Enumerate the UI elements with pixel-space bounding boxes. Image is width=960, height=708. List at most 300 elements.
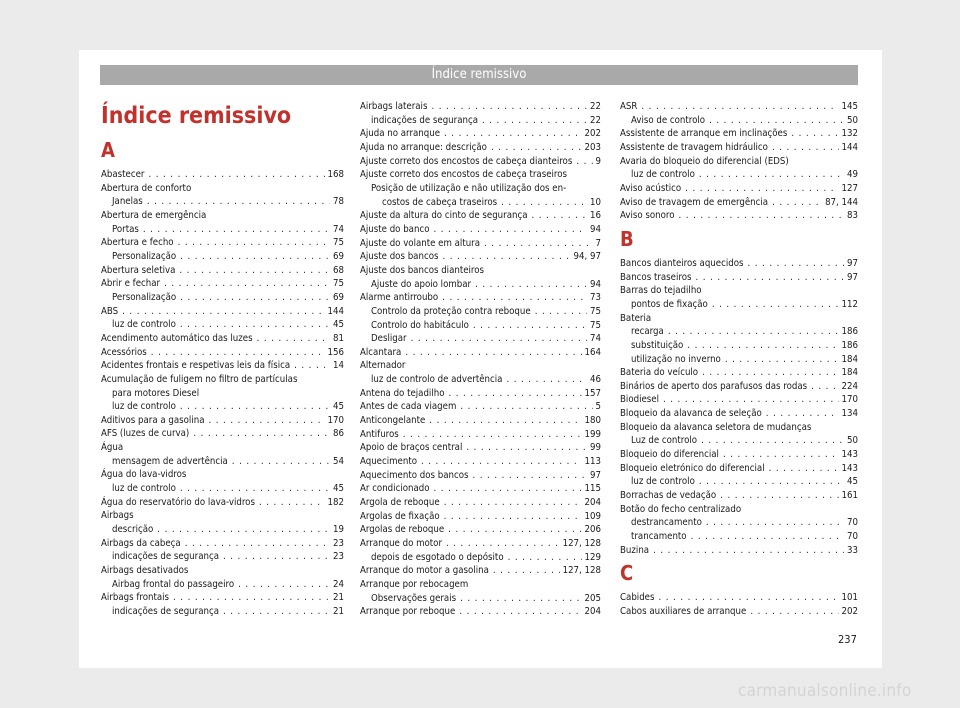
entry-label: indicações de segurança <box>112 606 219 617</box>
index-subentry <box>360 332 601 346</box>
entry-page-number: 99 <box>590 442 601 454</box>
index-entry <box>360 469 601 483</box>
entry-page-number: 49 <box>847 169 858 181</box>
entry-label: ABS <box>101 305 119 317</box>
index-entry <box>101 591 344 605</box>
dot-leader <box>663 393 839 407</box>
index-entry <box>101 427 344 441</box>
entry-label: Ajuste correto dos encostos de cabeça traseiros <box>360 169 568 181</box>
index-subentry <box>101 318 344 332</box>
entry-page-number: 5 <box>595 401 601 413</box>
entry-label: luz de controlo <box>112 319 176 331</box>
entry-label: Aviso de controlo <box>631 114 706 126</box>
index-entry <box>360 168 601 182</box>
entry-label: Avaria do bloqueio do diferencial (EDS) <box>620 155 789 167</box>
entry-label: luz de controlo <box>631 169 695 181</box>
dot-leader <box>668 325 839 339</box>
entry-label: Ajuste dos bancos <box>360 251 439 263</box>
index-subentry <box>360 551 601 565</box>
header-label: Índice remissivo <box>431 67 527 82</box>
entry-page-number: 69 <box>333 250 344 262</box>
dot-leader <box>411 332 587 346</box>
index-subentry <box>360 319 601 333</box>
dot-leader <box>653 544 844 558</box>
index-entry <box>620 127 858 141</box>
entry-label: Ajuda no arranque: descrição <box>360 141 487 153</box>
entry-page-number: 23 <box>333 537 344 549</box>
dot-leader <box>180 291 330 305</box>
index-subentry <box>101 250 344 264</box>
dot-leader <box>482 114 587 128</box>
entry-page-number: 168 <box>327 169 344 180</box>
entry-label: Portas <box>112 223 139 235</box>
index-entry <box>360 209 601 223</box>
entry-label: Antena do tejadilho <box>360 387 445 399</box>
entry-page-number: 75 <box>590 319 601 331</box>
index-entry <box>101 496 344 510</box>
index-entry <box>101 346 344 360</box>
index-entry <box>360 100 601 114</box>
dot-leader <box>473 319 587 333</box>
dot-leader <box>747 257 844 271</box>
dot-leader <box>223 550 330 564</box>
index-entry <box>360 564 601 578</box>
dot-leader <box>695 271 844 285</box>
dot-leader <box>444 127 582 141</box>
index-subentry <box>101 605 344 619</box>
entry-page-number: 156 <box>327 346 344 358</box>
dot-leader <box>531 209 587 223</box>
index-entry <box>360 264 601 278</box>
entry-page-number: 70 <box>847 531 858 543</box>
dot-leader <box>434 482 582 496</box>
entry-label: Botão do fecho centralizado <box>620 503 742 515</box>
dot-leader <box>179 264 330 278</box>
entry-page-number: 157 <box>584 387 601 399</box>
index-entry <box>101 564 344 578</box>
dot-leader <box>712 298 839 312</box>
index-entry <box>360 537 601 551</box>
index-entry <box>101 537 344 551</box>
entry-page-number: 127 <box>841 182 858 194</box>
entry-label: utilização no inverno <box>631 353 721 365</box>
dot-leader <box>701 434 844 448</box>
entry-label: Alarme antirroubo <box>360 292 439 304</box>
entry-page-number: 97 <box>847 257 858 269</box>
index-subentry <box>620 353 858 367</box>
dot-leader <box>148 168 324 182</box>
entry-page-number: 224 <box>841 380 858 392</box>
entry-page-number: 54 <box>333 455 344 467</box>
dot-leader <box>506 373 587 387</box>
index-entry <box>360 155 601 169</box>
index-entry <box>101 277 344 291</box>
index-entry <box>101 264 344 278</box>
entry-label: Antifuros <box>360 428 399 440</box>
index-entry <box>620 100 858 114</box>
entry-label: trancamento <box>631 531 687 543</box>
entry-label: Argolas de fixação <box>360 510 440 522</box>
index-subentry <box>620 298 858 312</box>
dot-leader <box>769 462 839 476</box>
entry-page-number: 186 <box>841 326 858 338</box>
index-entry <box>620 407 858 421</box>
dot-leader <box>446 537 560 551</box>
entry-label: Ajuste da altura do cinto de segurança <box>360 210 528 222</box>
entry-page-number: 22 <box>590 101 601 112</box>
entry-label: Alcantara <box>360 346 402 358</box>
dot-leader <box>685 182 838 196</box>
entry-label: Desligar <box>371 333 407 345</box>
index-entry <box>360 291 601 305</box>
index-subentry <box>360 373 601 387</box>
dot-leader <box>448 523 581 537</box>
dot-leader <box>164 277 330 291</box>
entry-page-number: 45 <box>847 476 858 488</box>
dot-leader <box>475 278 587 292</box>
index-subentry <box>101 523 344 537</box>
dot-leader <box>294 359 330 373</box>
dot-leader <box>709 114 844 128</box>
entry-page-number: 170 <box>327 414 344 426</box>
index-subentry <box>101 291 344 305</box>
entry-page-number: 70 <box>847 517 858 529</box>
index-entry <box>620 448 858 462</box>
entry-label: Acumulação de fuligem no filtro de partículas <box>101 373 298 385</box>
entry-page-number: 206 <box>584 524 601 536</box>
entry-label: Bloqueio eletrónico do diferencial <box>620 462 765 474</box>
entry-page-number: 170 <box>841 394 858 406</box>
entry-page-number: 205 <box>584 592 601 604</box>
index-entry <box>360 387 601 401</box>
dot-leader <box>473 469 588 483</box>
entry-page-number: 94 <box>590 278 601 290</box>
entry-label: Abertura de emergência <box>101 209 207 221</box>
index-subentry <box>101 455 344 469</box>
entry-page-number: 132 <box>841 128 858 140</box>
dot-leader <box>679 209 845 223</box>
entry-page-number: 164 <box>584 346 601 358</box>
index-subentry <box>620 434 858 448</box>
dot-leader <box>185 537 330 551</box>
index-entry <box>360 496 601 510</box>
dot-leader <box>442 250 570 264</box>
dot-leader <box>702 366 838 380</box>
dot-leader <box>459 605 581 619</box>
entry-page-number: 101 <box>841 592 858 604</box>
dot-leader <box>460 592 581 606</box>
index-entry <box>620 503 858 517</box>
index-entry <box>360 523 601 537</box>
index-entry <box>620 380 858 394</box>
entry-page-number: 75 <box>333 278 344 290</box>
dot-leader <box>535 305 587 319</box>
page-number: 237 <box>838 633 857 646</box>
index-subentry <box>101 400 344 414</box>
index-entry <box>620 271 858 285</box>
entry-page-number: 74 <box>590 333 601 345</box>
index-entry <box>360 250 601 264</box>
entry-page-number: 113 <box>584 456 601 468</box>
entry-label: depois de esgotado o depósito <box>371 551 504 563</box>
dot-leader <box>180 318 330 332</box>
entry-label: Aquecimento dos bancos <box>360 469 469 481</box>
dot-leader <box>772 196 822 210</box>
entry-page-number: 182 <box>327 496 344 508</box>
index-entry <box>101 441 344 455</box>
dot-leader <box>484 237 592 251</box>
entry-label: Apoio de braços central <box>360 442 463 454</box>
index-entry <box>101 373 344 387</box>
dot-leader <box>766 407 839 421</box>
dot-leader <box>180 482 330 496</box>
entry-page-number: 50 <box>847 435 858 447</box>
entry-page-number: 24 <box>333 578 344 590</box>
entry-label: AFS (luzes de curva) <box>101 428 190 440</box>
entry-page-number: 97 <box>847 271 858 283</box>
entry-page-number: 145 <box>841 101 858 112</box>
dot-leader <box>403 428 582 442</box>
dot-leader <box>147 195 330 209</box>
entry-page-number: 21 <box>333 606 344 617</box>
entry-label: Assistente de travagem hidráulico <box>620 141 768 153</box>
entry-label: Bancos dianteiros aquecidos <box>620 257 744 269</box>
entry-page-number: 204 <box>584 606 601 618</box>
entry-label: Ajuste do volante em altura <box>360 237 481 249</box>
entry-page-number: 22 <box>590 114 601 126</box>
entry-label: Arranque do motor a gasolina <box>360 565 489 577</box>
index-column-2 <box>360 100 601 619</box>
index-entry <box>101 414 344 428</box>
entry-page-number: 127, 128 <box>562 538 601 549</box>
dot-leader <box>501 196 587 210</box>
dot-leader <box>448 387 581 401</box>
entry-label: Airbags <box>101 510 134 522</box>
entry-label: Argolas de reboque <box>360 524 445 536</box>
index-subentry <box>620 475 858 489</box>
entry-label: Aviso sonoro <box>620 210 675 222</box>
index-entry <box>360 441 601 455</box>
entry-label: Água do reservatório do lava-vidros <box>101 496 255 508</box>
entry-label: recarga <box>631 326 664 338</box>
entry-page-number: 23 <box>333 551 344 563</box>
entry-page-number: 94, 97 <box>573 251 601 263</box>
entry-page-number: 202 <box>584 128 601 140</box>
entry-label: Acessórios <box>101 346 147 358</box>
index-entry <box>360 428 601 442</box>
entry-label: Abertura e fecho <box>101 237 174 249</box>
entry-page-number: 10 <box>590 196 601 208</box>
entry-label: Controlo do habitáculo <box>371 319 469 331</box>
entry-label: Ajuda no arranque <box>360 128 441 140</box>
index-entry <box>620 155 858 169</box>
dot-leader <box>811 380 838 394</box>
entry-page-number: 184 <box>841 353 858 365</box>
entry-label: Borrachas de vedação <box>620 490 717 502</box>
index-entry <box>360 127 601 141</box>
index-entry <box>620 605 858 619</box>
index-subentry <box>620 168 858 182</box>
index-entry <box>360 482 601 496</box>
index-entry <box>101 305 344 319</box>
entry-page-number: 19 <box>333 524 344 536</box>
index-entry <box>620 393 858 407</box>
entry-page-number: 75 <box>333 237 344 249</box>
dot-leader <box>691 530 844 544</box>
entry-label: Arranque por reboque <box>360 606 456 618</box>
dot-leader <box>725 353 839 367</box>
entry-page-number: 14 <box>333 360 344 372</box>
dot-leader <box>433 223 587 237</box>
entry-label: Airbags frontais <box>101 592 170 604</box>
dot-leader <box>706 516 844 530</box>
index-entry <box>360 510 601 524</box>
entry-page-number: 45 <box>333 319 344 331</box>
entry-page-number: 78 <box>333 196 344 208</box>
dot-leader <box>576 155 592 169</box>
entry-label: Água do lava-vidros <box>101 469 187 481</box>
entry-label: Bateria <box>620 312 652 324</box>
entry-page-number: 69 <box>333 291 344 303</box>
index-entry <box>360 400 601 414</box>
dot-leader <box>193 427 330 441</box>
entry-label: luz de controlo <box>112 401 176 413</box>
entry-label: Abastecer <box>101 169 145 180</box>
entry-page-number: 161 <box>841 490 858 502</box>
index-entry <box>620 489 858 503</box>
index-subentry <box>360 196 601 210</box>
entry-label: Antes de cada viagem <box>360 401 457 413</box>
dot-leader <box>699 168 844 182</box>
index-entry <box>360 141 601 155</box>
index-subentry <box>101 195 344 209</box>
entry-label: Controlo da proteção contra reboque <box>371 305 531 317</box>
entry-label: Acidentes frontais e respetivas leis da física <box>101 360 291 372</box>
entry-page-number: 199 <box>584 428 601 440</box>
index-entry <box>360 414 601 428</box>
index-subentry <box>620 339 858 353</box>
entry-page-number: 74 <box>333 223 344 235</box>
dot-leader <box>791 127 838 141</box>
dot-leader <box>209 414 325 428</box>
section-letter: C <box>620 561 634 586</box>
dot-leader <box>151 346 325 360</box>
index-subentry <box>620 114 858 128</box>
entry-page-number: 73 <box>590 292 601 304</box>
entry-label: Posição de utilização e não utilização dos en- <box>371 182 567 194</box>
entry-page-number: 81 <box>333 332 344 344</box>
entry-label: luz de controlo <box>112 483 176 495</box>
entry-page-number: 112 <box>841 298 858 310</box>
entry-label: Ajuste dos bancos dianteiros <box>360 264 485 276</box>
entry-label: costos de cabeça traseiros <box>382 196 498 208</box>
entry-page-number: 45 <box>333 401 344 413</box>
entry-label: Ajuste correto dos encostos de cabeça dianteiros <box>360 155 573 167</box>
index-column-3 <box>620 100 858 619</box>
dot-leader <box>493 564 560 578</box>
entry-label: Bloqueio do diferencial <box>620 449 719 461</box>
entry-label: Aviso acústico <box>620 182 682 194</box>
index-entry <box>620 462 858 476</box>
index-entry <box>620 196 858 210</box>
index-entry <box>101 332 344 346</box>
index-entry <box>620 421 858 435</box>
entry-label: Janelas <box>112 196 143 208</box>
dot-leader <box>723 448 839 462</box>
entry-label: Abertura seletiva <box>101 264 176 276</box>
index-entry <box>620 591 858 605</box>
entry-label: luz de controlo de advertência <box>371 374 503 386</box>
entry-label: Bloqueio da alavanca seletora de mudanças <box>620 421 812 433</box>
entry-page-number: 9 <box>595 155 601 167</box>
entry-label: substituição <box>631 339 684 351</box>
index-entry <box>101 236 344 250</box>
entry-page-number: 16 <box>590 210 601 222</box>
dot-leader <box>180 250 330 264</box>
index-subentry <box>101 578 344 592</box>
index-entry <box>360 346 601 360</box>
dot-leader <box>173 591 330 605</box>
entry-label: mensagem de advertência <box>112 455 228 467</box>
entry-page-number: 180 <box>584 415 601 427</box>
index-subentry <box>360 278 601 292</box>
entry-label: indicações de segurança <box>371 114 478 126</box>
index-entry <box>620 257 858 271</box>
entry-page-number: 143 <box>841 449 858 461</box>
index-entry <box>101 468 344 482</box>
entry-page-number: 203 <box>584 141 601 153</box>
index-subentry <box>360 305 601 319</box>
index-entry <box>360 455 601 469</box>
dot-leader <box>180 400 330 414</box>
entry-page-number: 87, 144 <box>825 196 858 208</box>
dot-leader <box>232 455 330 469</box>
dot-leader <box>659 591 839 605</box>
entry-label: Biodiesel <box>620 394 659 406</box>
entry-label: Airbags da cabeça <box>101 537 181 549</box>
section-letter: A <box>101 138 115 162</box>
dot-leader <box>429 414 581 428</box>
entry-label: Arranque por rebocagem <box>360 578 469 590</box>
entry-label: Água <box>101 442 124 454</box>
header-bar <box>100 65 858 85</box>
entry-label: Observações gerais <box>371 592 457 604</box>
index-entry <box>101 182 344 196</box>
dot-leader <box>699 475 844 489</box>
index-subentry <box>620 530 858 544</box>
entry-label: para motores Diesel <box>112 387 200 399</box>
entry-page-number: 186 <box>841 339 858 351</box>
entry-label: Acendimento automático das luzes <box>101 332 253 344</box>
dot-leader <box>460 400 592 414</box>
entry-page-number: 144 <box>327 305 344 317</box>
index-subentry <box>620 516 858 530</box>
entry-label: destrancamento <box>631 517 702 529</box>
entry-page-number: 83 <box>847 210 858 222</box>
entry-page-number: 115 <box>584 483 601 495</box>
entry-label: Luz de controlo <box>631 435 698 447</box>
entry-page-number: 144 <box>841 141 858 153</box>
entry-page-number: 45 <box>333 483 344 495</box>
entry-label: indicações de segurança <box>112 551 219 563</box>
dot-leader <box>431 100 587 114</box>
section-letter: B <box>620 226 634 251</box>
entry-page-number: 50 <box>847 114 858 126</box>
dot-leader <box>508 551 582 565</box>
page-title: Índice remissivo <box>101 103 292 129</box>
dot-leader <box>157 523 330 537</box>
entry-label: Airbags desativados <box>101 565 189 577</box>
